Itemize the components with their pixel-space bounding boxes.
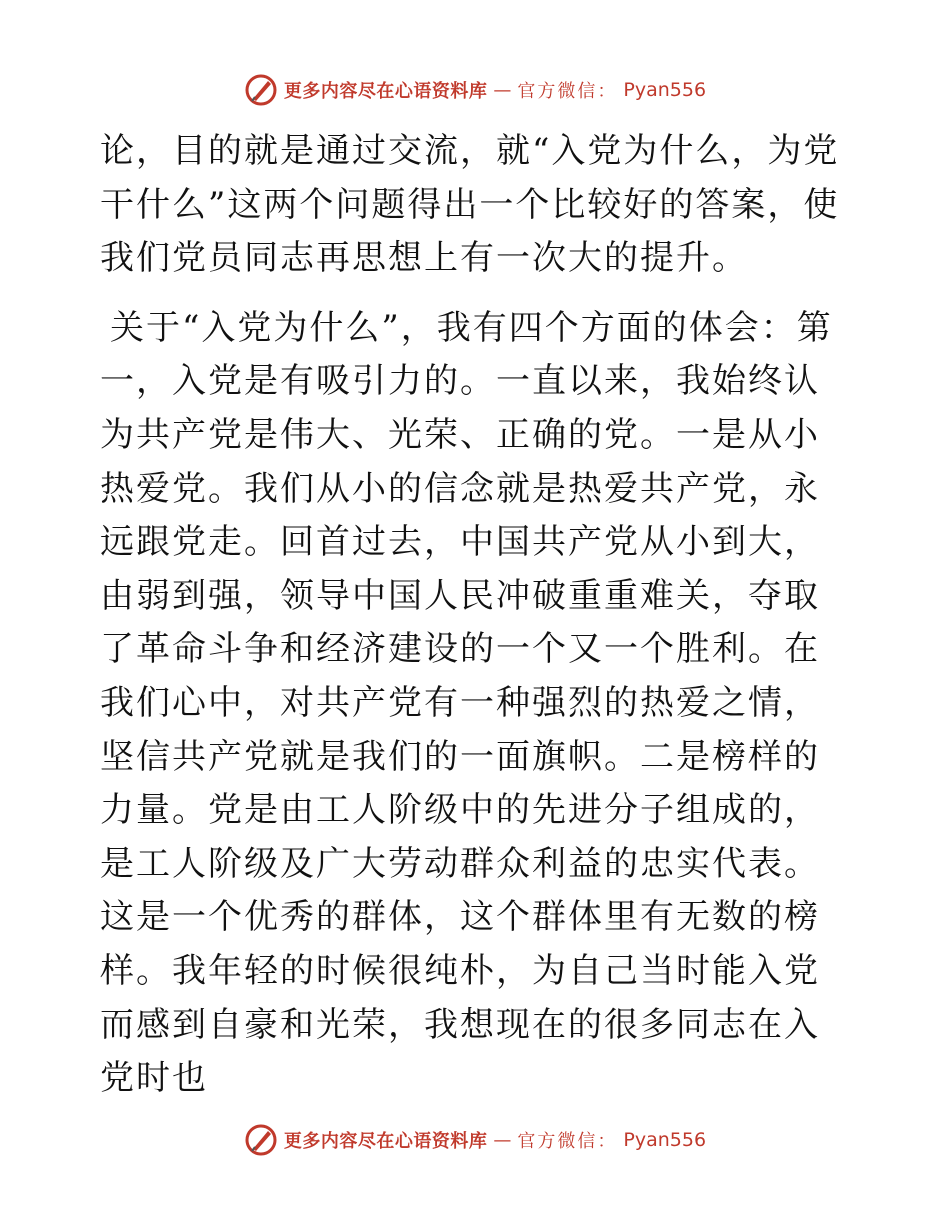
footer-wechat-label: 官方微信： — [517, 1131, 618, 1152]
header-site-name: 更多内容尽在心语资料库 — [283, 81, 488, 102]
footer-banner — [0, 1120, 950, 1160]
quill-pen-logo-icon — [244, 73, 278, 107]
footer-separator: — — [493, 1129, 512, 1151]
header-wechat-label: 官方微信： — [517, 81, 618, 102]
document-body — [100, 125, 848, 1106]
header-banner — [0, 70, 950, 110]
paragraph-2: 关于“入党为什么”，我有四个方面的体会：第一，入党是有吸引力的。一直以来，我始终认为共产党是伟大、光荣、正确的党。一是从小热爱党。我们从小的信念就是热爱共产党，永远跟党走。回首过去，中国共产党从小到大，由弱到强，领导中国人民冲破重重难关，夺取了革命斗争和经济建设的一个又一个胜利。在我们心中，对共产党有一种强烈的热爱之情，坚信共产党就是我们的一面旗帜。二是榜样的力量。党是由工人阶级中的先进分子组成的，是工人阶级及广大劳动群众利益的忠实代表。这是一个优秀的群体，这个群体里有无数的榜样。我年轻的时候很纯朴，为自己当时能入党而感到自豪和光荣，我想现在的很多同志在入党时也 — [100, 307, 833, 1099]
paragraph-1: 论，目的就是通过交流，就“入党为什么，为党干什么”这两个问题得出一个比较好的答案，使我们党员同志再思想上有一次大的提升。 — [100, 131, 840, 279]
header-wechat-id: Pyan556 — [623, 79, 707, 101]
footer-wechat-id: Pyan556 — [623, 1129, 707, 1151]
header-separator: — — [493, 79, 512, 101]
footer-site-name: 更多内容尽在心语资料库 — [283, 1131, 488, 1152]
quill-pen-logo-icon — [244, 1123, 278, 1157]
